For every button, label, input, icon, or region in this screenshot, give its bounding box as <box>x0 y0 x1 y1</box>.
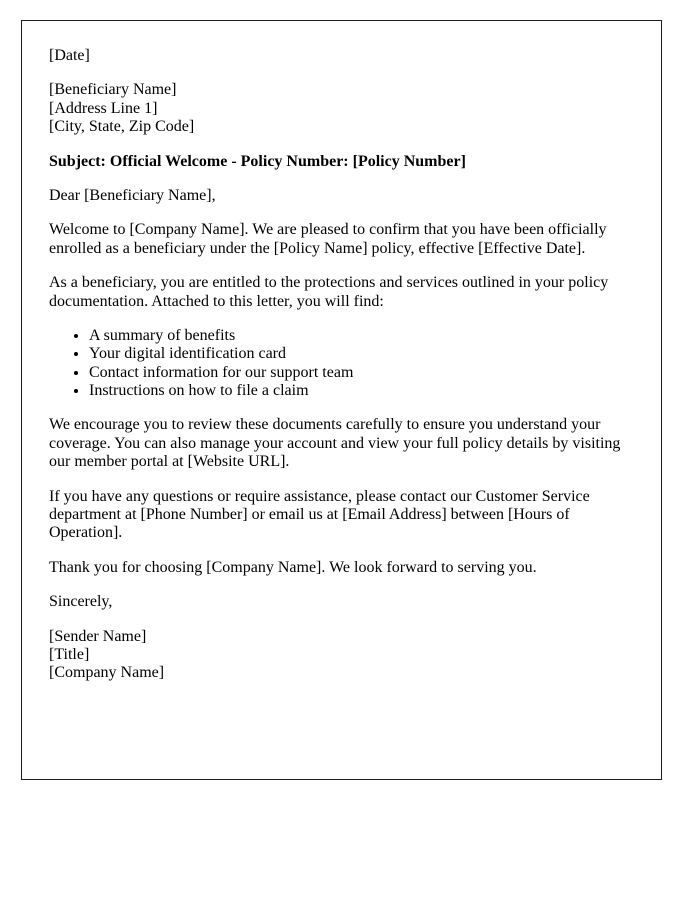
signature-sender-name: [Sender Name] <box>49 627 147 645</box>
greeting-line: Dear [Beneficiary Name], <box>49 186 216 204</box>
paragraph-review: We encourage you to review these documents carefully to ensure you understand your coverage. You can also manage your account and view your full policy details by visiting our member portal at [Website URL]. <box>49 416 621 471</box>
closing-line: Sincerely, <box>49 593 113 611</box>
paragraph-thanks: Thank you for choosing [Company Name]. We look forward to serving you. <box>49 558 537 576</box>
recipient-block <box>49 81 629 136</box>
list-item-claim-instructions: • Instructions on how to file a claim <box>89 382 629 400</box>
paragraph-welcome: Welcome to [Company Name]. We are pleased to confirm that you have been officially enrolled as a beneficiary under the [Policy Name] policy, effective [Effective Date]. <box>49 221 607 257</box>
list-item-contact-information: • Contact information for our support team <box>89 364 629 382</box>
date-line: [Date] <box>49 47 90 64</box>
paragraph-contact: If you have any questions or require assistance, please contact our Customer Service department at [Phone Number] or email us at [Email Address] between [Hours of Operation]. <box>49 487 590 542</box>
signature-company-name: [Company Name] <box>49 664 165 682</box>
recipient-city-state-zip: [City, State, Zip Code] <box>49 118 195 136</box>
signature-title: [Title] <box>49 645 90 663</box>
attachments-list <box>49 327 629 401</box>
recipient-name: [Beneficiary Name] <box>49 81 177 99</box>
list-item-summary-of-benefits: • A summary of benefits <box>89 327 629 345</box>
recipient-address-line1: [Address Line 1] <box>49 99 158 117</box>
letter-page <box>21 20 662 780</box>
signature-block <box>49 628 629 683</box>
subject-line: Subject: Official Welcome - Policy Number: [Policy Number] <box>49 152 466 170</box>
paragraph-entitlement: As a beneficiary, you are entitled to the protections and services outlined in your policy documentation. Attached to this letter, you will find: <box>49 274 609 310</box>
list-item-digital-id-card: • Your digital identification card <box>89 345 629 363</box>
